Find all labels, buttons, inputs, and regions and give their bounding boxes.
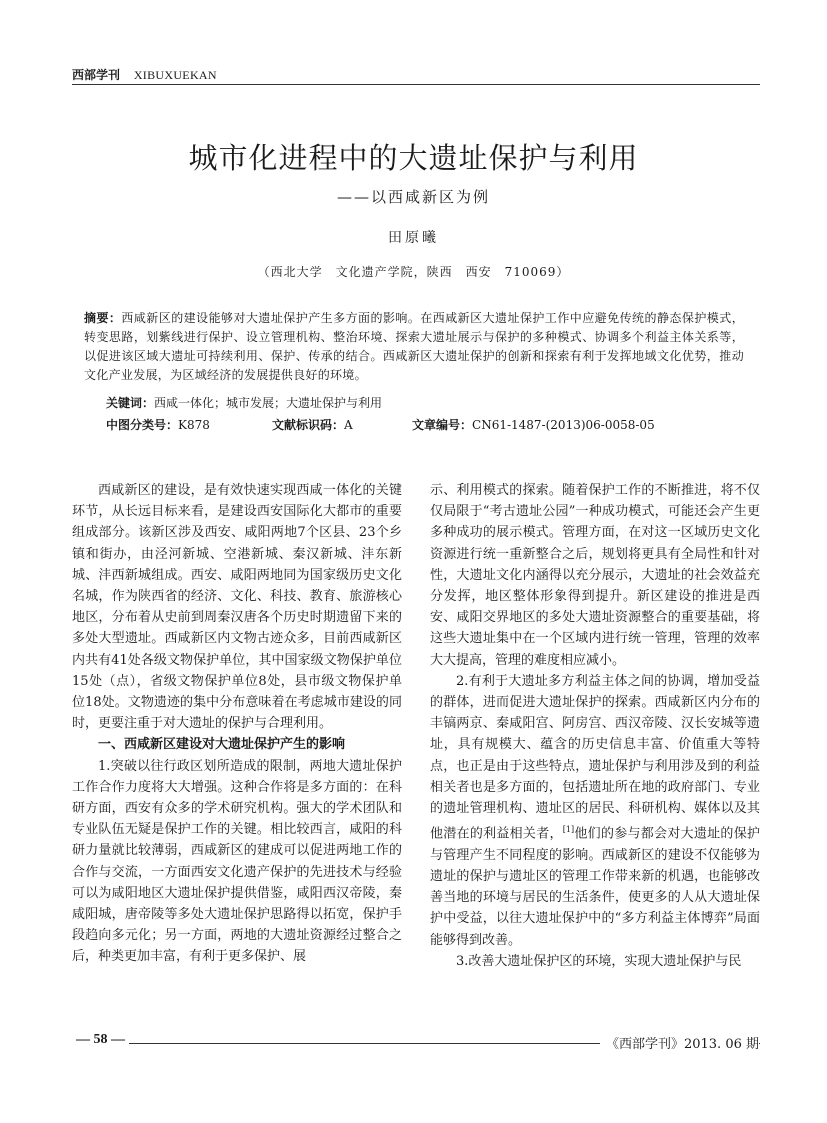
body-paragraph: 示、利用模式的探索。随着保护工作的不断推进，将不仅仅局限于“考古遗址公园”一种成功模式，可能还会产生更多种成功的展示模式。管理方面，在对这一区域历史文化资源进行统一重新整合之后，规划将更具有全局性和针对性，大遗址文化内涵得以充分展示，大遗址的社会效益充分发挥，地区整体形象得到提升。新区建设的推进是西安、咸阳交界地区的多处大遗址资源整合的重要基础，将这些大遗址集中在一个区域内进行统一管理，管理的效率大大提高，管理的难度相应减小。 [430,483,760,668]
abstract-label: 摘要： [84,311,122,325]
journal-name: 西部学刊 [72,68,121,82]
citation-ref: [1] [562,825,575,835]
doc-code [272,416,353,433]
article-number [412,416,655,433]
body-column-left [72,480,402,968]
running-header [72,66,217,83]
body-paragraph: 3.改善大遗址保护区的环境，实现大遗址保护与民 [456,953,742,969]
journal-latin-name: XIBUXUEKAN [133,68,217,82]
body-column-right [430,480,760,972]
header-rule [72,84,760,85]
keywords [106,394,382,411]
abstract-text: 西咸新区的建设能够对大遗址保护产生多方面的影响。在西咸新区大遗址保护工作中应避免传统的静态保护模式，转变思路，划紫线进行保护、设立管理机构、整治环境、探索大遗址展示与保护的多种模式、协调多个利益主体关系等，以促进该区域大遗址可持续利用、保护、传承的结合。西咸新区大遗址保护的创新和探索有利于发挥地域文化优势，推动文化产业发展，为区域经济的发展提供良好的环境。 [84,311,744,382]
body-paragraph: 西咸新区的建设，是有效快速实现西咸一体化的关键环节，从长远目标来看，是建设西安国际化大都市的重要组成部分。该新区涉及西安、咸阳两地7个区县、23个乡镇和街办，由泾河新城、空港新城、秦汉新城、沣东新城、沣西新城组成。西安、咸阳两地同为国家级历史文化名城，作为陕西省的经济、文化、科技、教育、旅游核心地区，分布着从史前到周秦汉唐各个历史时期遗留下来的多处大型遗址。西咸新区内文物古迹众多，目前西咸新区内共有41处各级文物保护单位，其中国家级文物保护单位15处（点），省级文物保护单位8处，县市级文物保护单位18处。文物遗迹的集中分布意味着在考虑城市建设的同时，更要注重于对大遗址的保护与合理利用。 [72,483,402,732]
clc-value: K878 [178,418,210,432]
keywords-label: 关键词： [106,396,155,410]
abstract [84,309,744,385]
body-text: 他们的参与都会对大遗址的保护与管理产生不同程度的影响。西咸新区的建设不仅能够为遗址的保护与遗址区的管理工作带来新的机遇，也能够改善当地的环境与居民的生活条件，使更多的人从大遗址保护中受益，以往大遗址保护中的“多方利益主体博弈”局面能够得到改善。 [430,826,760,948]
author-name: 田原曦 [388,230,439,246]
author-affiliation: （西北大学 文化遗产学院，陕西 西安 710069） [257,265,570,279]
body-text: 2.有利于大遗址多方利益主体之间的协调，增加受益的群体，进而促进大遗址保护的探索。西咸新区内分布的丰镐两京、秦咸阳宫、阿房宫、西汉帝陵、汉长安城等遗址，具有规模大、蕴含的历史信息丰富、价值重大等特点，也正是由于这些特点，遗址保护与利用涉及到的利益相关者也是多方面的，包括遗址所在地的政府部门、专业的遗址管理机构、遗址区的居民、科研机构、媒体以及其他潜在的利益相关者， [430,673,760,842]
article-number-value: CN61-1487-(2013)06-0058-05 [472,418,655,432]
doc-label: 文献标识码： [272,418,345,432]
body-paragraph [430,671,760,951]
keywords-text: 西咸一体化；城市发展；大遗址保护与利用 [154,396,383,410]
section-heading: 一、西咸新区建设对大遗址保护产生的影响 [98,737,346,753]
doc-value: A [344,418,353,432]
page-number: — 58 — [72,1032,129,1048]
article-title: 城市化进程中的大遗址保护与利用 [188,141,639,175]
clc-label: 中图分类号： [106,418,179,432]
article-subtitle: ——以西咸新区为例 [336,188,490,206]
body-paragraph: 1.突破以往行政区划所造成的限制，两地大遗址保护工作合作力度将大大增强。这种合作将是多方面的：在科研方面，西安有众多的学术研究机构。强大的学术团队和专业队伍无疑是保护工作的关键。相比较西言，咸阳的科研力量就比较薄弱，西咸新区的建成可以促进两地工作的合作与交流，一方面西安文化遗产保护的先进技术与经验可以为咸阳地区大遗址保护提供借鉴，咸阳西汉帝陵，秦咸阳城，唐帝陵等多处大遗址保护思路得以拓宽，保护手段趋向多元化；另一方面，两地的大遗址资源经过整合之后，种类更加丰富，有利于更多保护、展 [72,758,402,965]
issue-label: 《西部学刊》2013. 06 期 [600,1033,759,1052]
clc-code [106,416,210,433]
article-number-label: 文章编号： [412,418,473,432]
